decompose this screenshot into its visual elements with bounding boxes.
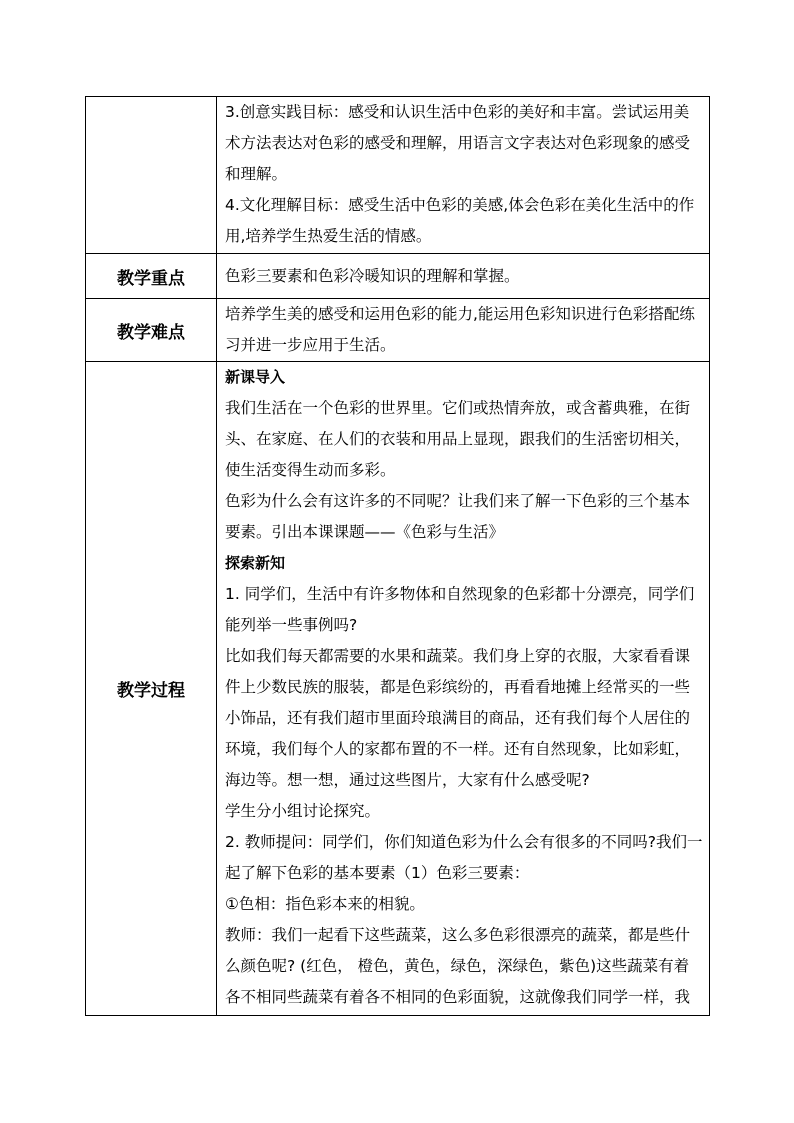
section-heading-intro: 新课导入 [225, 368, 286, 386]
paragraph: 教师：我们一起看下这些蔬菜，这么多色彩很漂亮的蔬菜，都是些什么颜色呢? (红色， 橙色，黄色，绿色，深绿色，紫色)这些蔬菜有着各不相同些蔬菜有着各不相同的色彩面貌，这就像我们同学一样，我 [225, 926, 691, 1006]
key-points-row [86, 254, 710, 299]
objective-item-3: 3.创意实践目标：感受和认识生活中色彩的美好和丰富。尝试运用美术方法表达对色彩的感受和理解，用语言文字表达对色彩现象的感受和理解。 [225, 103, 691, 183]
section-heading-explore: 探索新知 [225, 554, 286, 572]
objective-item-4: 4.文化理解目标：感受生活中色彩的美感,体会色彩在美化生活中的作用,培养学生热爱生活的情感。 [225, 196, 695, 245]
lesson-plan-table [85, 96, 710, 1016]
objectives-row [86, 97, 710, 254]
key-points-label: 教学重点 [86, 254, 217, 299]
objectives-content-cell [217, 97, 710, 254]
paragraph: 学生分小组讨论探究。 [225, 802, 381, 820]
difficulties-text: 培养学生美的感受和运用色彩的能力,能运用色彩知识进行色彩搭配练习并进一步应用于生活。 [217, 299, 710, 362]
paragraph: 比如我们每天都需要的水果和蔬菜。我们身上穿的衣服，大家看看课件上少数民族的服装，都是色彩缤纷的，再看看地摊上经常买的一些小饰品，还有我们超市里面玲琅满目的商品，还有我们每个人居住的环境，我们每个人的家都布置的不一样。还有自然现象，比如彩虹，海边等。想一想，通过这些图片，大家有什么感受呢? [225, 647, 691, 789]
difficulties-row [86, 299, 710, 362]
difficulties-label: 教学难点 [86, 299, 217, 362]
process-content-cell [217, 362, 710, 1016]
process-label: 教学过程 [86, 362, 217, 1016]
paragraph: 我们生活在一个色彩的世界里。它们或热情奔放，或含蓄典雅，在街头、在家庭、在人们的衣装和用品上显现，跟我们的生活密切相关，使生活变得生动而多彩。 [225, 399, 691, 479]
paragraph: 2. 教师提问：同学们，你们知道色彩为什么会有很多的不同吗?我们一起了解下色彩的基本要素（1）色彩三要素： [225, 833, 703, 882]
objectives-label-cell [86, 97, 217, 254]
paragraph: 色彩为什么会有这许多的不同呢？让我们来了解一下色彩的三个基本要素。引出本课课题——《色彩与生活》 [225, 492, 691, 541]
paragraph: ①色相：指色彩本来的相貌。 [225, 895, 425, 913]
paragraph: 1. 同学们，生活中有许多物体和自然现象的色彩都十分漂亮，同学们能列举一些事例吗? [225, 585, 695, 634]
key-points-text: 色彩三要素和色彩冷暖知识的理解和掌握。 [217, 254, 710, 299]
process-row [86, 362, 710, 1016]
